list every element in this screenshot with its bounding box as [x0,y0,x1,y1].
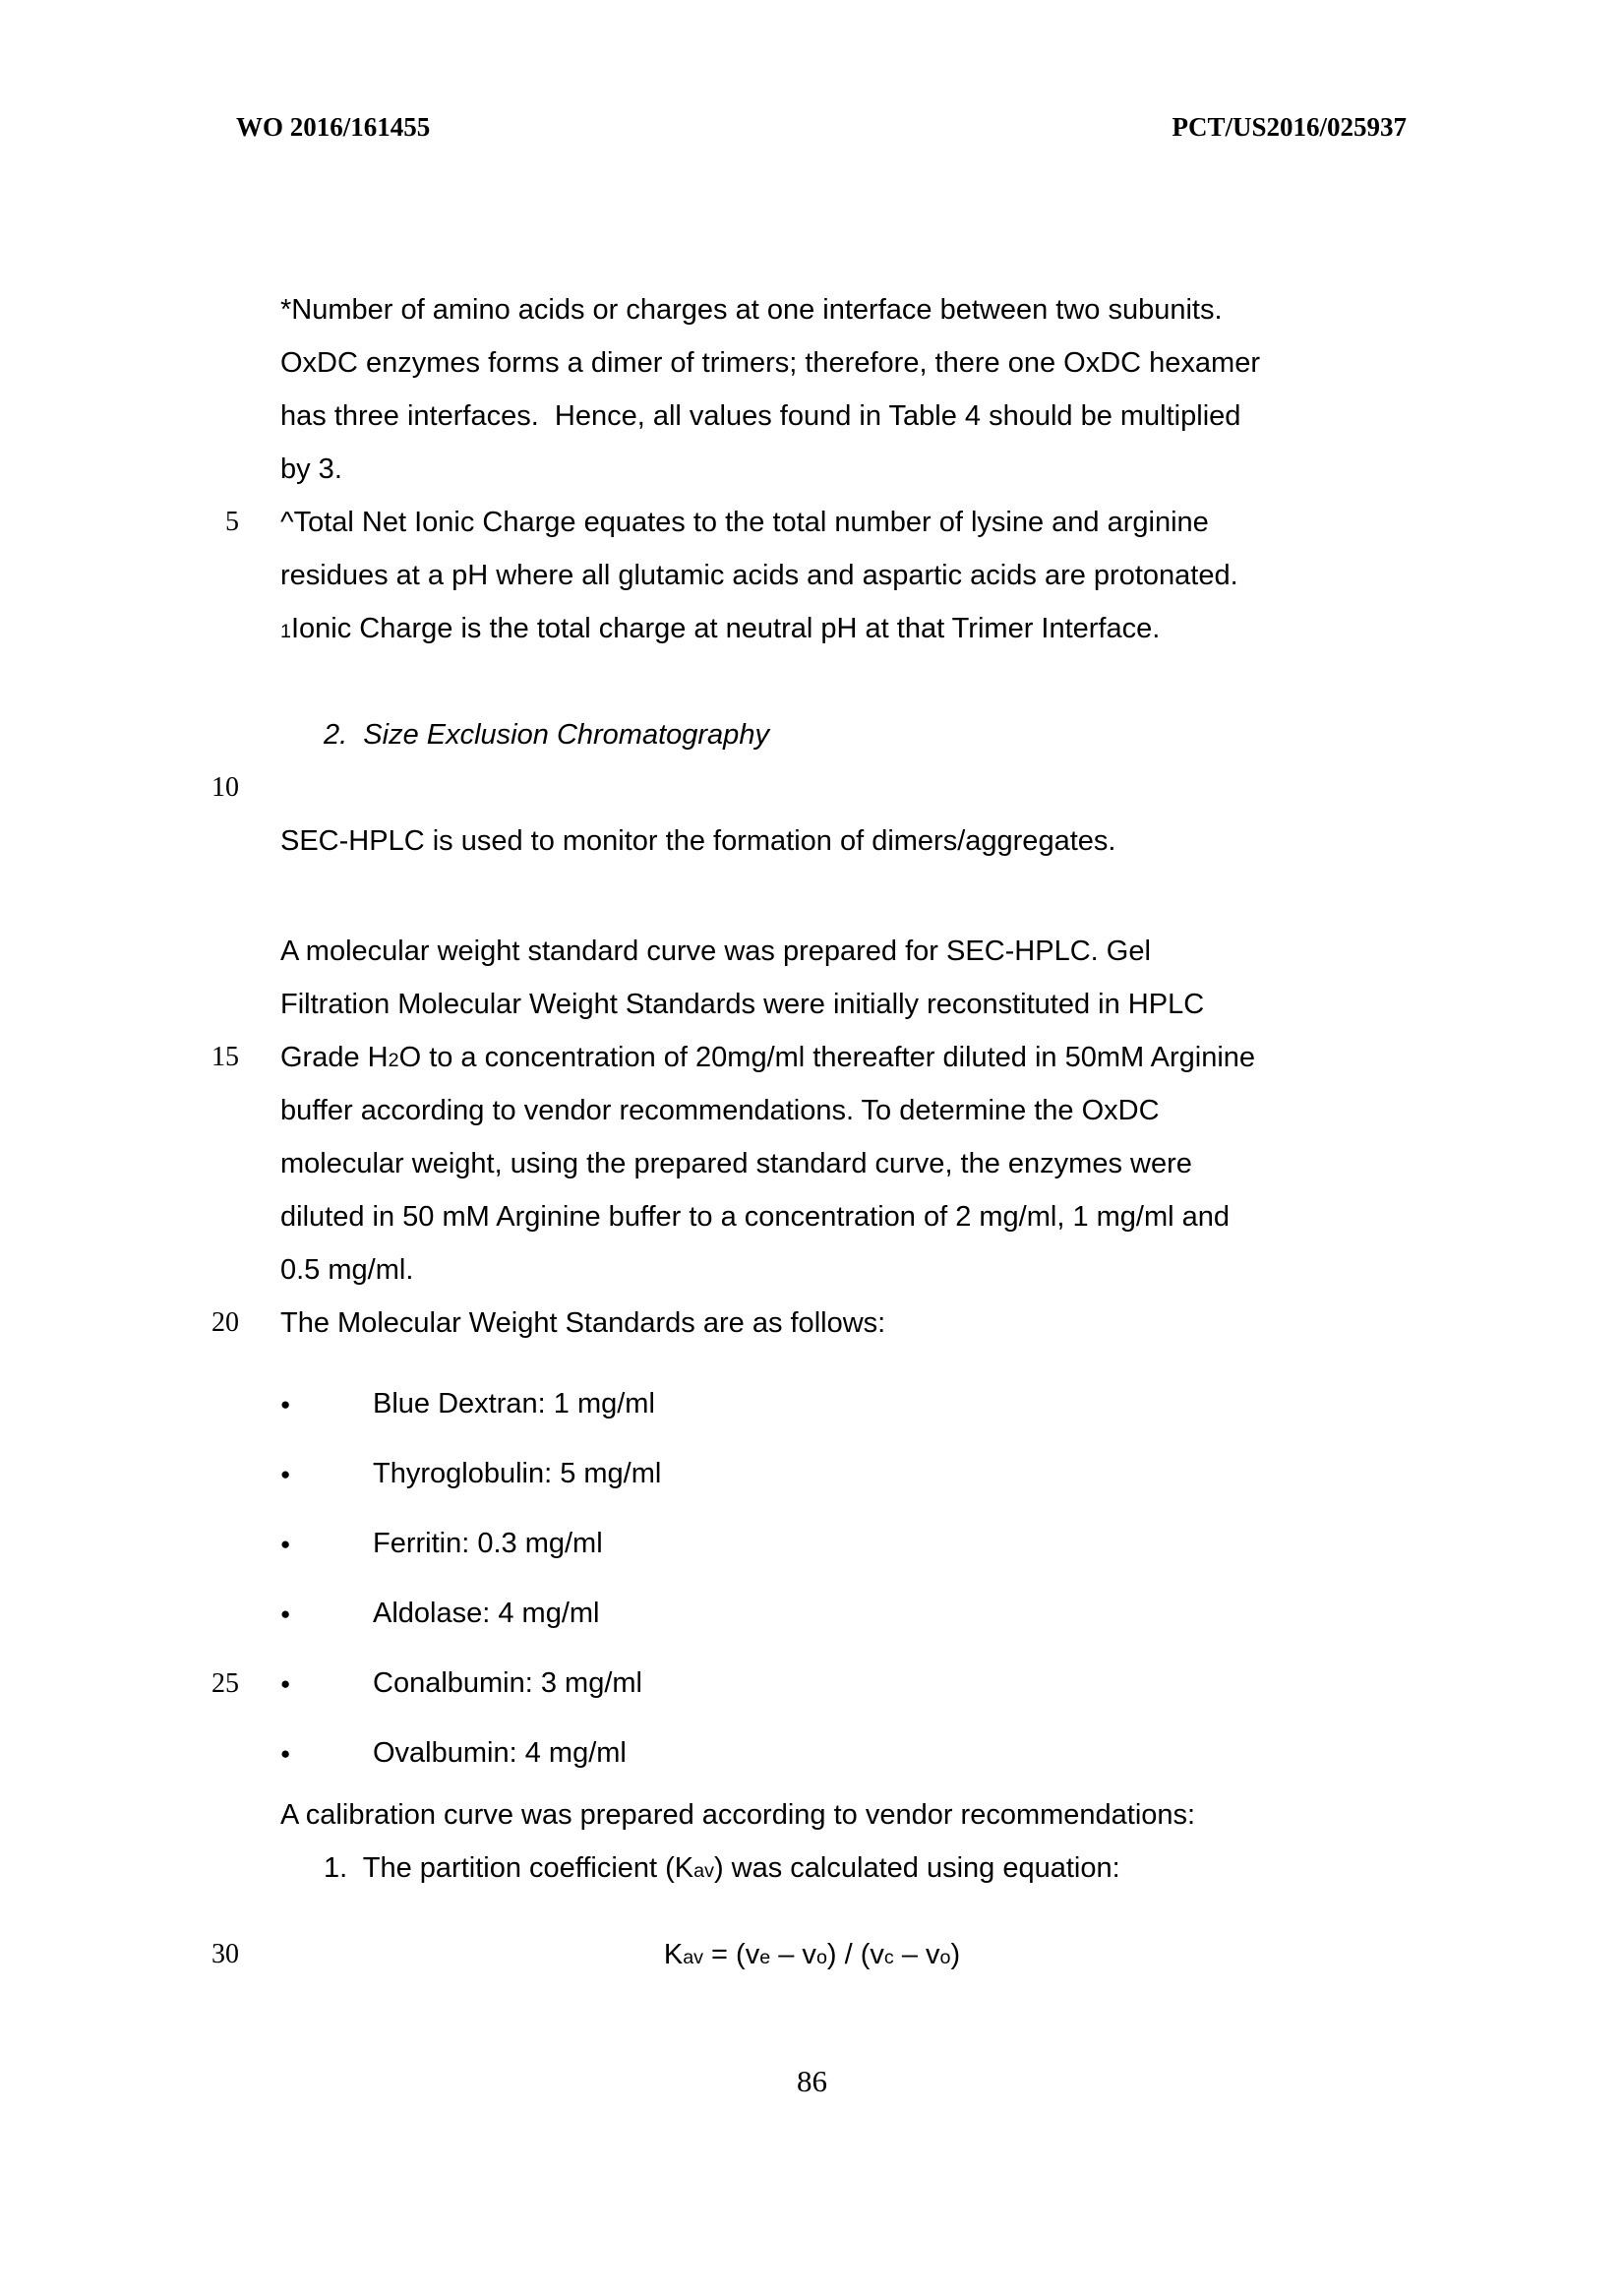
bullet-icon: ● [280,1674,291,1693]
margin-line-number: 25 [211,1668,239,1699]
text-line [0,283,1624,336]
block-paragraph [0,283,1624,496]
bullet-item [0,1369,1624,1439]
line-text: 2. Size Exclusion Chromatography [324,719,769,751]
line-text: SEC-HPLC is used to monitor the formation of dimers/aggregates. [280,825,1116,857]
document-body [0,283,1624,1981]
line-text: molecular weight, using the prepared standard curve, the enzymes were [280,1148,1192,1179]
subscript: 2 [388,1050,399,1071]
block-numbered-item [0,1842,1624,1895]
line-text: Grade $H_2O$ to a concentration of 20mg/ml thereafter diluted in 50mM Arginine [280,1042,1256,1073]
text-line [0,549,1624,602]
block-heading [0,708,1624,761]
bullet-icon: ● [280,1604,291,1623]
bullet-icon: ● [280,1535,291,1553]
line-text: has three interfaces. Hence, all values found in Table 4 should be multiplied [280,400,1241,432]
block-formula [0,1928,1624,1981]
margin-line-number: 10 [211,772,239,803]
margin-line-number: 15 [211,1042,239,1072]
line-text: $^1$Ionic Charge is the total charge at neutral pH at that Trimer Interface. [280,613,1161,644]
line-text: The Molecular Weight Standards are as follows: [280,1307,886,1339]
text-line [0,978,1624,1031]
block-bullet-list [0,1369,1624,1788]
line-text: $K_{av} = (v_e - v_o) / (v_c - v_o)$ [663,1939,961,1970]
bullet-icon: ● [280,1395,291,1414]
bullet-item [0,1439,1624,1509]
text-line [0,1297,1624,1350]
margin-line-number: 5 [225,507,239,537]
text-line [0,336,1624,390]
bullet-item [0,1579,1624,1649]
subscript: av [693,1860,714,1882]
equation-line [0,1928,1624,1981]
line-text: buffer according to vendor recommendations. To determine the OxDC [280,1095,1160,1126]
line-text: Aldolase: 4 mg/ml [373,1598,600,1629]
text-line [0,443,1624,496]
block-paragraph [0,1297,1624,1350]
block-paragraph [0,496,1624,655]
text-line [0,925,1624,978]
line-text: A molecular weight standard curve was prepared for SEC-HPLC. Gel [280,936,1151,967]
line-text: Filtration Molecular Weight Standards were initially reconstituted in HPLC [280,989,1205,1020]
section-heading [0,708,1624,761]
text-line [0,1084,1624,1137]
line-text: 0.5 mg/ml. [280,1254,414,1286]
text-line [0,1842,1624,1895]
line-text: ^Total Net Ionic Charge equates to the total number of lysine and arginine [280,507,1209,538]
subscript: e [759,1947,771,1968]
line-text: residues at a pH where all glutamic acids and aspartic acids are protonated. [280,560,1238,591]
text-line [0,1190,1624,1243]
text-line [0,761,1624,815]
line-text: OxDC enzymes forms a dimer of trimers; therefore, there one OxDC hexamer [280,347,1260,379]
line-text: A calibration curve was prepared according to vendor recommendations: [280,1799,1196,1831]
block-blank-line [0,761,1624,815]
line-text: by 3. [280,453,342,485]
line-text: Ferritin: 0.3 mg/ml [373,1528,603,1559]
bullet-icon: ● [280,1744,291,1763]
subscript: av [683,1947,703,1968]
line-text: diluted in 50 mM Arginine buffer to a concentration of 2 mg/ml, 1 mg/ml and [280,1201,1231,1233]
line-text: Thyroglobulin: 5 mg/ml [373,1458,662,1489]
bullet-item [0,1509,1624,1579]
page-footer [0,2064,1624,2099]
application-number: PCT/US2016/025937 [1172,112,1407,142]
margin-line-number: 30 [211,1939,239,1969]
line-text: *Number of amino acids or charges at one interface between two subunits. [280,294,1223,326]
text-line [0,1031,1624,1084]
text-line [0,390,1624,443]
text-line [0,1137,1624,1190]
block-paragraph [0,1788,1624,1842]
page-number: 86 [797,2064,827,2098]
text-line [0,815,1624,868]
subscript: c [883,1947,894,1968]
bullet-item [0,1719,1624,1788]
publication-number: WO 2016/161455 [236,112,431,142]
margin-line-number: 20 [211,1307,239,1338]
text-line [0,1243,1624,1297]
text-line [0,496,1624,549]
text-line [0,602,1624,655]
line-text: Ovalbumin: 4 mg/ml [373,1737,627,1769]
line-text: Blue Dextran: 1 mg/ml [373,1388,655,1419]
line-text: Conalbumin: 3 mg/ml [373,1667,642,1699]
bullet-icon: ● [280,1465,291,1483]
block-paragraph [0,815,1624,868]
text-line [0,1788,1624,1842]
bullet-item [0,1649,1624,1719]
line-text: 1. The partition coefficient $(K_{av})$ was calculated using equation: [324,1852,1120,1884]
subscript: o [815,1947,827,1968]
supscript: 1 [280,621,291,642]
block-paragraph [0,925,1624,1297]
subscript: o [939,1947,951,1968]
